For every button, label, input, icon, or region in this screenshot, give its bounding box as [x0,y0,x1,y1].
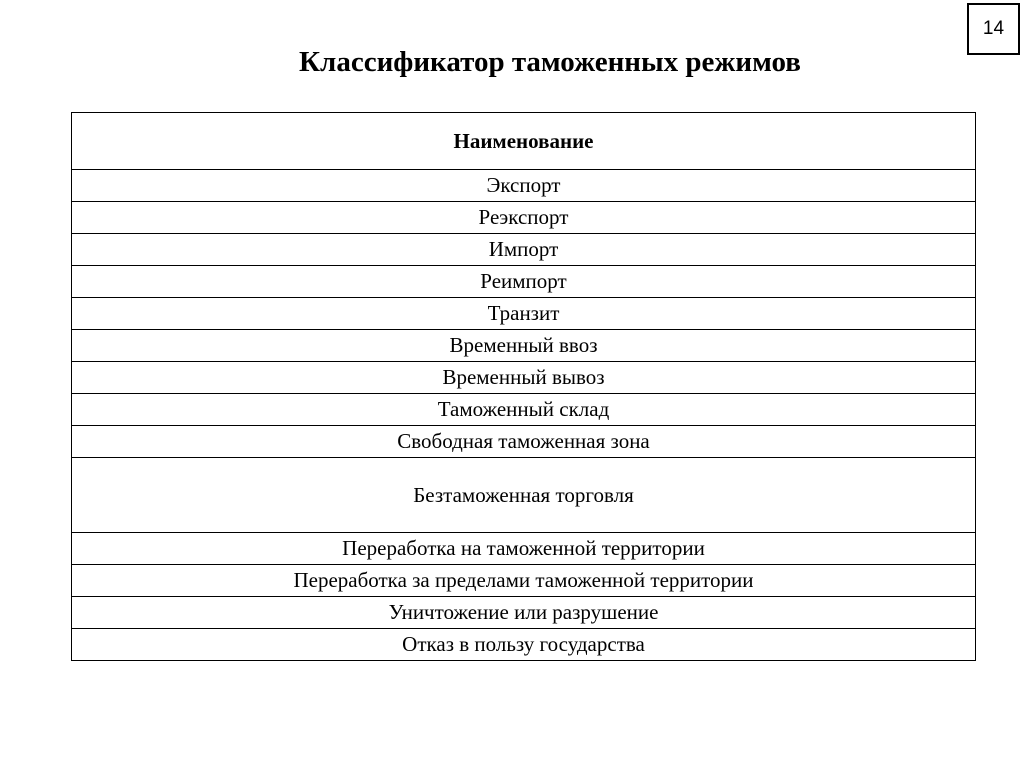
table-row [72,202,976,234]
table-row [72,533,976,565]
table-row [72,298,976,330]
table-cell: Уничтожение или разрушение [72,597,976,629]
table-cell: Отказ в пользу государства [72,629,976,661]
table-row [72,234,976,266]
table-cell: Таможенный склад [72,394,976,426]
table-row [72,330,976,362]
table-row [72,629,976,661]
table-header-row [72,113,976,170]
table-cell: Экспорт [72,170,976,202]
table-cell: Реимпорт [72,266,976,298]
customs-regimes-table [71,112,976,661]
table-cell: Временный вывоз [72,362,976,394]
table-cell: Импорт [72,234,976,266]
table-row [72,597,976,629]
page-title: Классификатор таможенных режимов [299,46,801,78]
table-cell: Транзит [72,298,976,330]
table-row [72,394,976,426]
table-cell: Безтаможенная торговля [72,458,976,533]
table-cell: Временный ввоз [72,330,976,362]
column-header-name: Наименование [72,113,976,170]
table-row [72,458,976,533]
table-cell: Переработка за пределами таможенной территории [72,565,976,597]
table-row [72,426,976,458]
table-row [72,170,976,202]
page-number: 14 [967,3,1020,55]
table-row [72,266,976,298]
table-cell: Переработка на таможенной территории [72,533,976,565]
table-cell: Свободная таможенная зона [72,426,976,458]
table-row [72,565,976,597]
table-row [72,362,976,394]
table-cell: Реэкспорт [72,202,976,234]
